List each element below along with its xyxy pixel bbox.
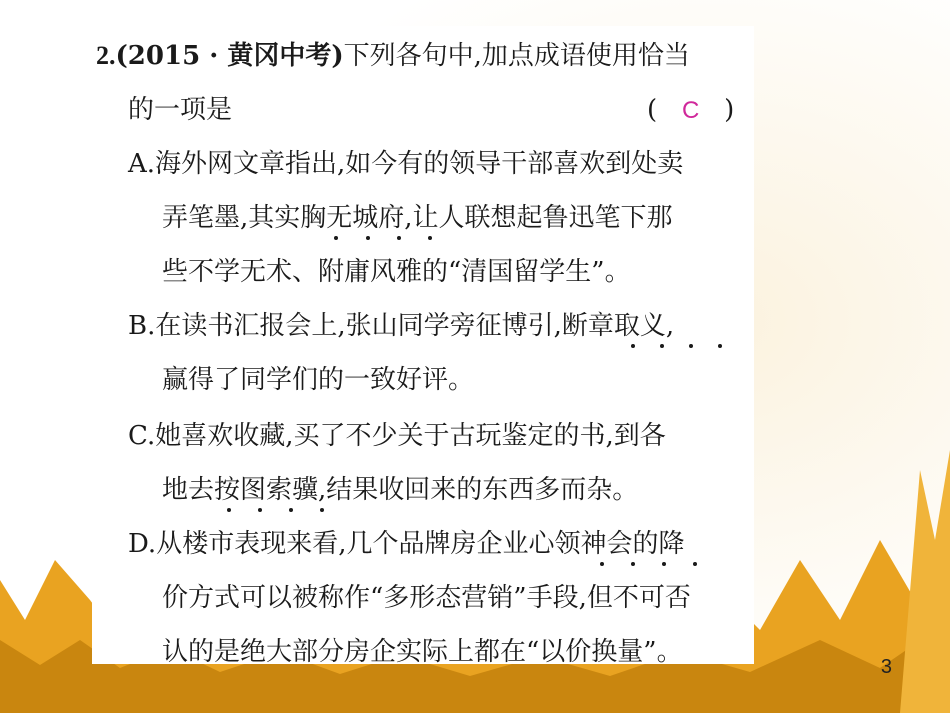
emphasis-dot — [428, 236, 432, 240]
emphasis-dot — [693, 562, 697, 566]
emphasis-dot — [689, 344, 693, 348]
question-stem-1: 下列各句中,加点成语使用恰当 — [343, 41, 690, 71]
emphasis-dot — [320, 508, 324, 512]
emphasis-dot — [718, 344, 722, 348]
emphasis-dot — [334, 236, 338, 240]
emphasis-dot — [600, 562, 604, 566]
question-line-2 — [128, 94, 232, 126]
option-d-line-2: 价方式可以被称作“多形态营销”手段,但不可否 — [162, 583, 691, 613]
option-c-line-2: 地去按图索骥,结果收回来的东西多而杂。 — [162, 475, 639, 505]
option-a-line-2: 弄笔墨,其实胸无城府,让人联想起鲁迅笔下那 — [162, 203, 673, 233]
option-d-line-1: D.从楼市表现来看,几个品牌房企业心领神会的降 — [128, 529, 685, 559]
question-source: (2015 · 黄冈中考) — [115, 41, 344, 71]
option-b-line-2: 赢得了同学们的一致好评。 — [162, 365, 475, 395]
page-number: 3 — [880, 656, 892, 678]
emphasis-dot — [662, 562, 666, 566]
question-line-1 — [96, 40, 690, 72]
option-a-line-3: 些不学无术、附庸风雅的“清国留学生”。 — [162, 257, 631, 287]
question-number: 2. — [96, 41, 116, 70]
option-b-label: B. — [128, 311, 156, 341]
answer-bracket: ( C ) — [647, 95, 735, 125]
answer-letter: C — [681, 97, 700, 124]
emphasis-dot — [397, 236, 401, 240]
option-b-line-1: B.在读书汇报会上,张山同学旁征博引,断章取义, — [128, 311, 675, 341]
option-d-label: D. — [128, 529, 157, 559]
emphasis-dot — [258, 508, 262, 512]
emphasis-dot — [366, 236, 370, 240]
emphasis-dot — [227, 508, 231, 512]
emphasis-dot — [289, 508, 293, 512]
option-c-line-1: C.她喜欢收藏,买了不少关于古玩鉴定的书,到各 — [128, 421, 666, 451]
question-stem-2: 的一项是 — [128, 95, 233, 125]
option-c-label: C. — [128, 421, 156, 451]
emphasis-dot — [660, 344, 664, 348]
emphasis-dot — [631, 562, 635, 566]
option-d-line-3: 认的是绝大部分房企实际上都在“以价换量”。 — [162, 637, 683, 667]
question-card — [92, 26, 754, 667]
emphasis-dot — [631, 344, 635, 348]
option-a-line-1: A.海外网文章指出,如今有的领导干部喜欢到处卖 — [128, 149, 684, 179]
option-a-label: A. — [128, 149, 156, 179]
